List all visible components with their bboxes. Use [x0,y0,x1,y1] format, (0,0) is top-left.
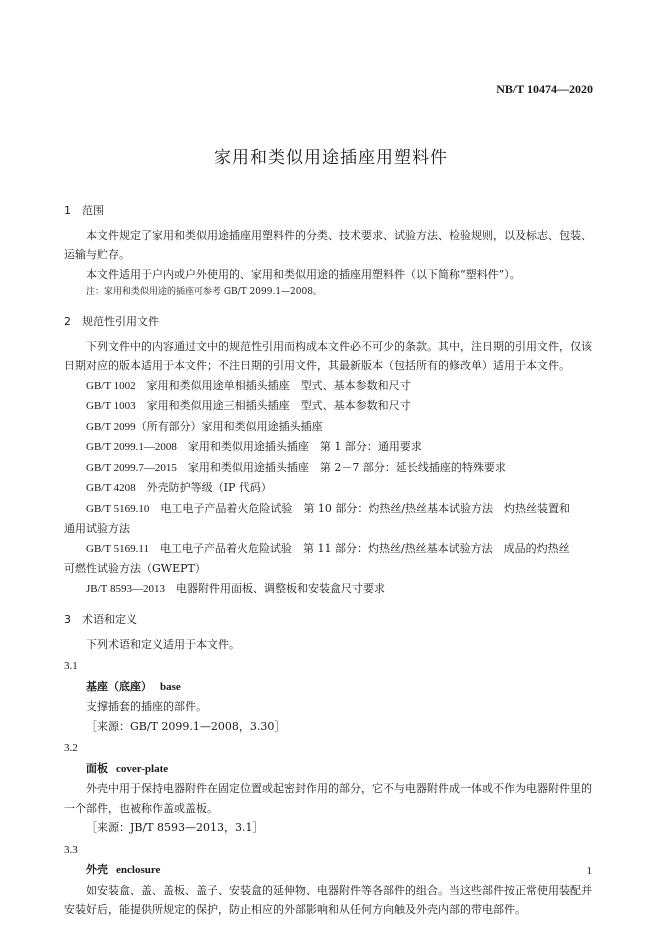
reference-code: GB/T 5169.10 [86,502,150,515]
term-name-zh: 基座（底座） [86,679,152,693]
section-number: 1 [64,204,71,217]
reference-title: 家用和类似用途插头插座 第 2－7 部分：延长线插座的特殊要求 [187,460,506,474]
terms-intro: 下列术语和定义适用于本文件。 [86,637,240,651]
reference-code: GB/T 1003 [86,400,136,412]
section-heading-scope [64,201,592,221]
standard-code: NB/T 10474—2020 [496,82,593,96]
term-number: 3.3 [64,843,78,856]
reference-title: 电工电子产品着火危险试验 第 11 部分：灼热丝/热丝基本试验方法 成品的灼热丝 [159,541,570,555]
reference-title: 外壳防护等级（IP 代码） [146,481,272,494]
reference-item [64,437,592,458]
term-name-zh: 面板 [86,761,108,775]
reference-code: GB/T 2099 [86,420,136,433]
page-number: 1 [586,865,592,877]
reference-code: GB/T 5169.11 [86,542,149,555]
references-intro: 下列文件中的内容通过文中的规范性引用而构成本文件必不可少的条款。其中，注日期的引用文件，仅该日期对应的版本适用于本文件；不注日期的引用文件，其最新版本（包括所有的修改单）适用于本文件。 [64,339,592,372]
term-name-en: cover-plate [116,762,169,775]
section-title: 规范性引用文件 [82,315,159,328]
reference-item [64,478,592,499]
term-name-en: base [160,680,181,693]
reference-item [64,396,592,417]
reference-title: 家用和类似用途插头插座 第 1 部分：通用要求 [187,440,422,453]
scope-paragraph-1: 本文件规定了家用和类似用途插座用塑料件的分类、技术要求、试验方法、检验规则，以及标志、包装、运输与贮存。 [64,228,592,261]
section-number: 3 [64,613,71,626]
reference-item [64,579,592,600]
term-name [64,677,592,698]
term-name [64,860,592,881]
reference-item [64,458,592,479]
reference-title: 电工电子产品着火危险试验 第 10 部分：灼热丝/热丝基本试验方法 灼热丝装置和 [160,501,571,515]
term-number: 3.1 [64,660,78,672]
reference-continuation: 通用试验方法 [64,522,130,535]
document-title: 家用和类似用途插座用塑料件 [214,148,448,168]
section-title: 范围 [82,204,104,217]
reference-title: （所有部分）家用和类似用途插头插座 [135,419,323,433]
term-definition: 外壳中用于保持电器附件在固定位置或起密封作用的部分，它不与电器附件成一体或不作为电器附件里的一个部件，也被称作盖或盖板。 [64,782,592,815]
reference-title: 家用和类似用途三相插头插座 型式、基本参数和尺寸 [146,399,411,412]
reference-code: JB/T 8593—2013 [86,582,165,595]
term-definition: 如安装盒、盖、盖板、盖子、安装盒的延伸物、电器附件等各部件的组合。当这些部件按正常使用装配并安装好后，能提供所规定的保护，防止相应的外部影响和从任何方向触及外壳内部的带电部件。 [64,883,592,916]
reference-code: GB/T 2099.7—2015 [86,461,177,474]
reference-code: GB/T 4208 [86,482,136,494]
section-heading-terms [64,610,592,630]
section-number: 2 [64,315,71,328]
reference-item [64,499,592,520]
reference-item [64,376,592,397]
reference-code: GB/T 1002 [86,379,136,392]
reference-continuation: 可燃性试验方法（GWEPT） [64,562,206,575]
section-heading-normative-references [64,312,592,332]
reference-item [64,417,592,438]
scope-paragraph-2: 本文件适用于户内或户外使用的、家用和类似用途的插座用塑料件（以下简称“塑料件”）。 [86,267,521,281]
document-body [64,201,592,920]
term-name [64,759,592,780]
term-name-en: enclosure [116,864,161,876]
term-source: ［来源：JB/T 8593—2013，3.1］ [86,821,264,834]
section-title: 术语和定义 [82,613,137,626]
reference-code: GB/T 2099.1—2008 [86,441,177,453]
term-number: 3.2 [64,742,78,754]
reference-title: 电器附件用面板、调整板和安装盒尺寸要求 [175,581,385,595]
reference-title: 家用和类似用途单相插头插座 型式、基本参数和尺寸 [146,378,411,392]
reference-item [64,539,592,560]
scope-note: 注：家用和类似用途的插座可参考 GB/T 2099.1—2008。 [86,287,322,297]
term-definition: 支撑插套的插座的部件。 [86,700,207,713]
term-source: ［来源：GB/T 2099.1—2008，3.30］ [86,719,286,733]
term-name-zh: 外壳 [86,863,108,876]
